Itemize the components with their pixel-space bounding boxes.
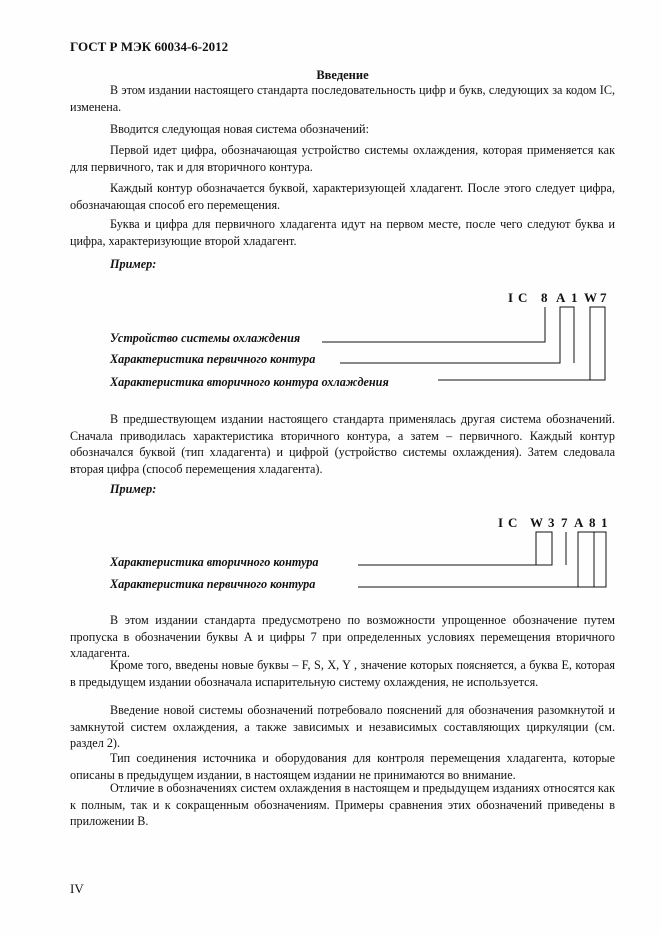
d2-line-secondary (358, 532, 552, 565)
paragraph-10: Тип соединения источника и оборудования для контроля перемещения хладагента, которые описаны в предыдущем издании, в настоящем издании не принимаются во внимание. (70, 751, 615, 782)
code2-char-i: I (498, 515, 504, 530)
paragraph-5: Буква и цифра для первичного хладагента идут на первом месте, после чего следуют буква и цифра, характеризующие второй хладагент. (70, 217, 615, 248)
diagram1-label-2: Характеристика первичного контура (110, 352, 316, 366)
paragraph-11: Отличие в обозначениях систем охлаждения в настоящем и предыдущем изданиях относятся как к полным, так и к сокращенным обозначениям. Примеры сравнения этих обозначений приведены в приложении В. (70, 781, 615, 828)
code2-char-1: 1 (601, 515, 608, 530)
page-number: IV (70, 881, 84, 896)
code2-char-7: 7 (561, 515, 568, 530)
paragraph-9: Введение новой системы обозначений потребовало пояснений для обозначения разомкнутой и замкнутой систем охлаждения, а также зависимых и независимых составляющих циркуляции (см. раздел 2). (70, 703, 615, 750)
diagram2-label-1: Характеристика вторичного контура (110, 555, 319, 569)
code2-char-a: A (574, 515, 584, 530)
diagram1-label-3: Характеристика вторичного контура охлаждения (110, 375, 389, 389)
example-label-2: Пример: (110, 482, 157, 496)
paragraph-2: Вводится следующая новая система обозначений: (110, 122, 369, 136)
d1-line-device (322, 307, 545, 342)
paragraph-4: Каждый контур обозначается буквой, характеризующей хладагент. После этого следует цифра, обозначающая способ его перемещения. (70, 181, 615, 212)
code1-char-w: W (584, 290, 597, 305)
section-title: Введение (316, 68, 369, 82)
code2-char-8: 8 (589, 515, 596, 530)
code1-char-8: 8 (541, 290, 548, 305)
paragraph-3: Первой идет цифра, обозначающая устройство системы охлаждения, которая применяется как для первичного, так и для вторичного контура. (70, 143, 615, 174)
example-label-1: Пример: (110, 257, 157, 271)
diagram1-label-1: Устройство системы охлаждения (110, 331, 301, 345)
paragraph-8: Кроме того, введены новые буквы – F, S, X, Y , значение которых поясняется, а буква E, которая в предыдущем издании обозначала испарительную систему охлаждения, не используется. (70, 658, 615, 689)
d1-line-primary (340, 307, 574, 363)
code2-char-c: C (508, 515, 518, 530)
paragraph-7: В этом издании стандарта предусмотрено по возможности упрощенное обозначение путем пропуска в обозначении буквы A и цифры 7 при определенных условиях перемещения вторичного хладагента. (70, 613, 615, 660)
code1-char-a: A (556, 290, 566, 305)
code1-char-1: 1 (571, 290, 578, 305)
code1-char-7: 7 (600, 290, 607, 305)
document-header: ГОСТ Р МЭК 60034-6-2012 (70, 39, 229, 54)
code2-char-3: 3 (548, 515, 555, 530)
code2-char-w: W (530, 515, 543, 530)
paragraph-1: В этом издании настоящего стандарта последовательность цифр и букв, следующих за кодом IC, изменена. (70, 83, 615, 114)
paragraph-6: В предшествующем издании настоящего стандарта применялась другая система обозначений. Сначала приводилась характеристика вторичного контура, а затем – первичного. Каждый контур обозначался буквой (тип хладагента) и цифрой (устройство системы охлаждения). Затем следовала вторая цифра (способ перемещения хладагента). (70, 412, 615, 476)
code1-char-c: C (518, 290, 528, 305)
d1-line-secondary (438, 307, 605, 380)
diagram2-label-2: Характеристика первичного контура (110, 577, 316, 591)
code1-char-i: I (508, 290, 514, 305)
d2-line-primary (358, 532, 606, 587)
